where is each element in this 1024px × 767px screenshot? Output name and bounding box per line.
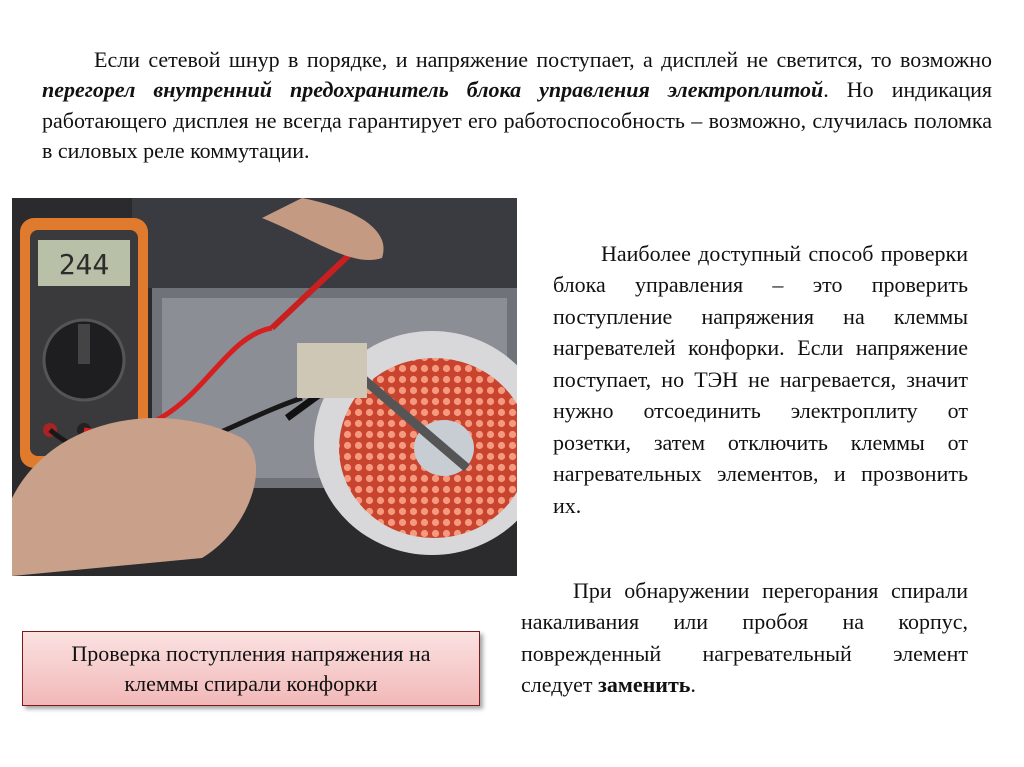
multimeter-photo xyxy=(12,198,517,576)
replace-text: При обнаружении перегорания спирали накаливания или пробоя на корпус, поврежденный нагревательный элемент следует xyxy=(521,578,968,698)
intro-text-1: Если сетевой шнур в порядке, и напряжение поступает, а дисплей не светится, то возможно xyxy=(94,47,992,72)
photo-caption xyxy=(22,631,480,706)
multimeter-display-text: 244 xyxy=(58,248,110,281)
intro-text-2: . Но индикация работающего дисплея не всегда гарантирует его работоспособность – возможно, случилась поломка в силовых реле коммутации. xyxy=(42,77,992,164)
intro-paragraph xyxy=(42,45,992,166)
method-paragraph: Наиболее доступный способ проверки блока управления – это проверить поступление напряжения на клеммы нагревателей конфорки. Если напряжение поступает, но ТЭН не нагревается, значит нужно отсоединить электроплиту от розетки, затем отключить клеммы от нагревательных элементов, и прозвонить их. xyxy=(553,241,968,518)
intro-emphasis: перегорел внутренний предохранитель блока управления электроплитой xyxy=(42,77,824,103)
replace-paragraph xyxy=(521,575,968,701)
replace-end: . xyxy=(690,672,696,698)
photo-caption-text: Проверка поступления напряжения на клеммы спирали конфорки xyxy=(71,640,431,696)
photo-illustration xyxy=(12,198,517,576)
replace-emphasis: заменить xyxy=(598,672,691,698)
